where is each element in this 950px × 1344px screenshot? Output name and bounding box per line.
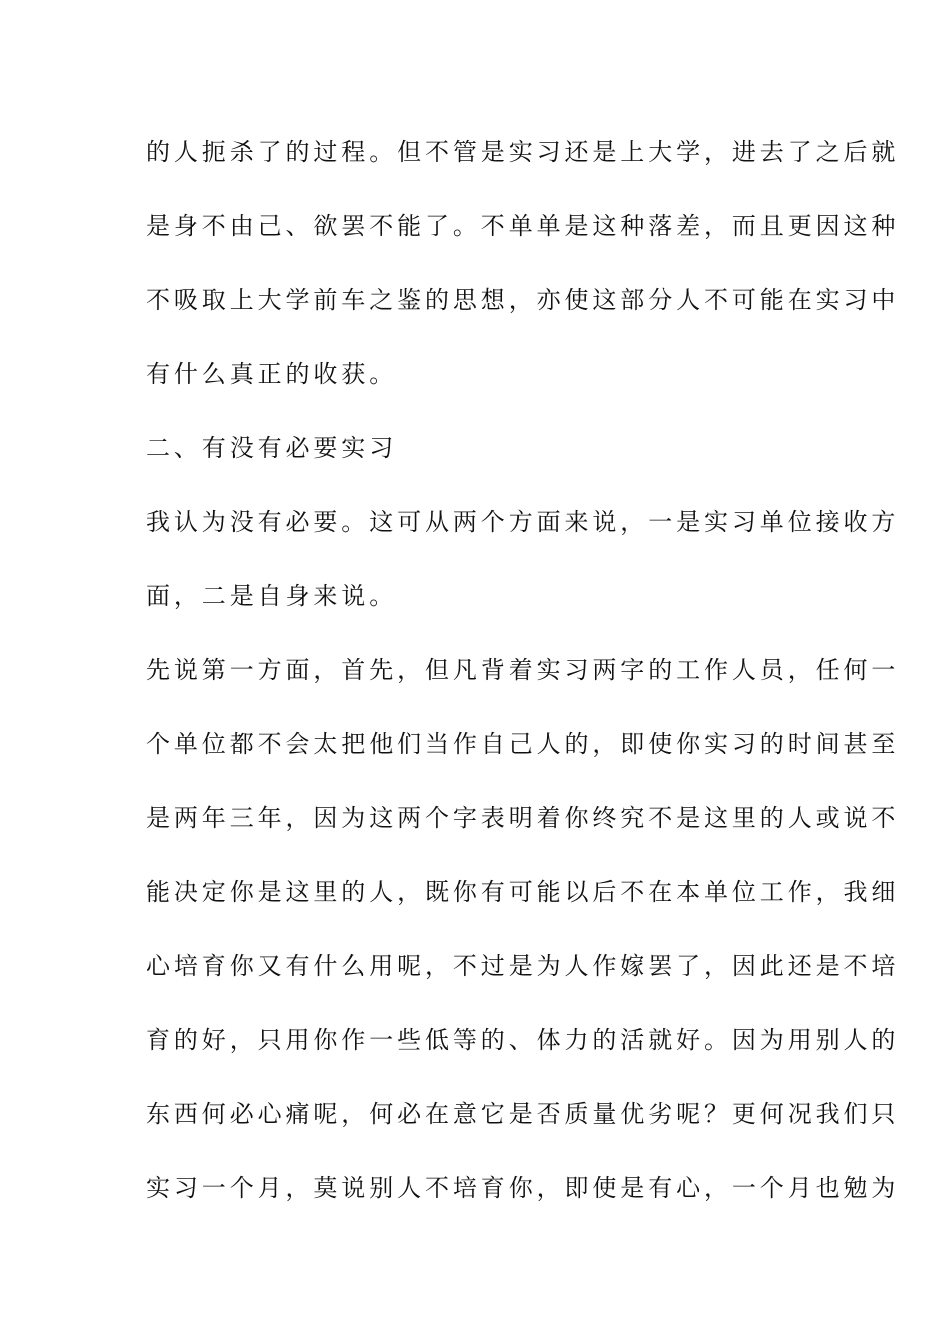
text-line-6: 我认为没有必要。这可从两个方面来说，一是实习单位接收方	[146, 508, 900, 536]
text-line-15: 实习一个月，莫说别人不培育你，即使是有心，一个月也勉为	[146, 1174, 900, 1202]
text-line-12: 心培育你又有什么用呢，不过是为人作嫁罢了，因此还是不培	[146, 952, 900, 980]
text-line-9: 个单位都不会太把他们当作自己人的，即使你实习的时间甚至	[146, 730, 900, 758]
text-line-10: 是两年三年，因为这两个字表明着你终究不是这里的人或说不	[146, 804, 900, 832]
document-body	[146, 128, 900, 1238]
section-heading: 二、有没有必要实习	[146, 434, 398, 462]
text-line-8: 先说第一方面，首先，但凡背着实习两字的工作人员，任何一	[146, 656, 900, 684]
text-line-7: 面，二是自身来说。	[146, 582, 398, 610]
text-line-4: 有什么真正的收获。	[146, 360, 398, 388]
text-line-13: 育的好，只用你作一些低等的、体力的活就好。因为用别人的	[146, 1026, 900, 1054]
text-line-3: 不吸取上大学前车之鉴的思想，亦使这部分人不可能在实习中	[146, 286, 900, 314]
text-line-2: 是身不由己、欲罢不能了。不单单是这种落差，而且更因这种	[146, 212, 900, 240]
text-line-11: 能决定你是这里的人，既你有可能以后不在本单位工作，我细	[146, 878, 900, 906]
text-line-1: 的人扼杀了的过程。但不管是实习还是上大学，进去了之后就	[146, 138, 900, 166]
text-line-14: 东西何必心痛呢，何必在意它是否质量优劣呢？更何况我们只	[146, 1100, 900, 1128]
